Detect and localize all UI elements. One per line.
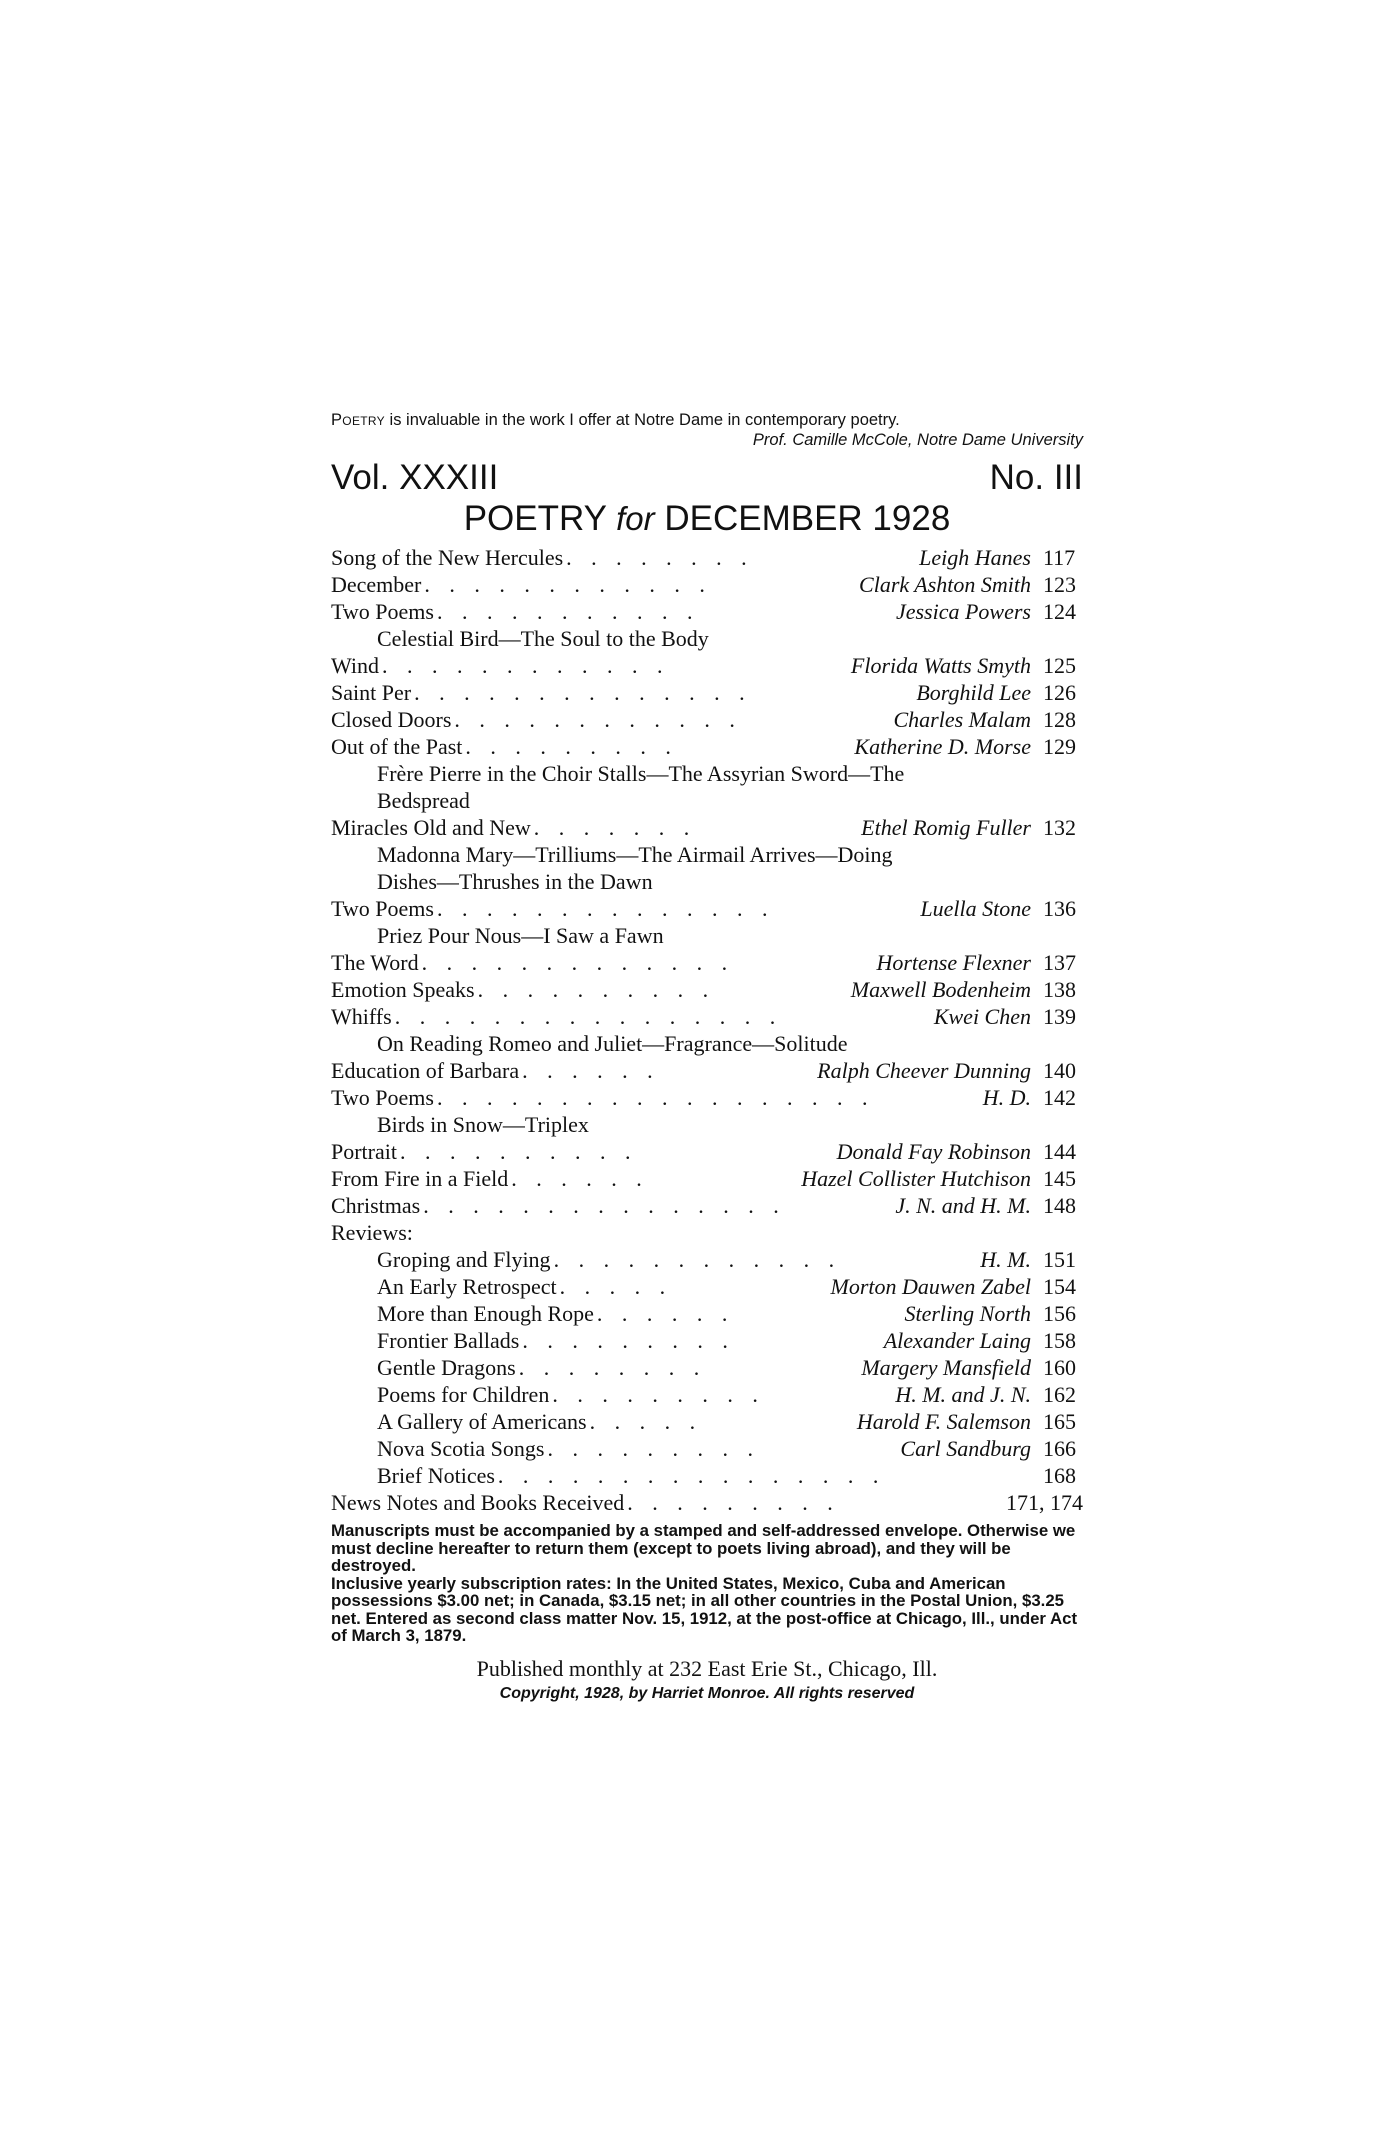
toc-entry-title: From Fire in a Field [331,1166,509,1191]
toc-entry-author: Alexander Laing [883,1328,1031,1353]
toc-entry-author: Maxwell Bodenheim [850,977,1031,1002]
toc-entry-title: More than Enough Rope [377,1301,594,1326]
toc-entry-author: Morton Dauwen Zabel [830,1274,1031,1299]
toc-entry-page: 123 [1043,572,1076,597]
magazine-name: Poetry [331,411,385,429]
toc-entry-author: Clark Ashton Smith [859,572,1031,597]
toc-subtitles: Frère Pierre in the Choir Stalls—The Assyrian Sword—The [377,761,905,786]
toc-entry-title: Two Poems [331,896,434,921]
toc-subtitles: Priez Pour Nous—I Saw a Fawn [377,923,664,948]
magazine-contents-page [331,410,1083,1705]
toc-entry-page: 140 [1043,1058,1076,1083]
toc-entry [331,1489,1083,1516]
toc-entry [331,652,1083,679]
toc-subtitles: Madonna Mary—Trilliums—The Airmail Arrives—Doing [377,842,893,867]
toc-entry [331,733,1083,760]
toc-entry-title: Groping and Flying [377,1247,551,1272]
editorial-notes [331,1522,1083,1645]
toc-leader-dots: . . . . . . . . . . [400,1139,638,1164]
toc-entry-title: Closed Doors [331,707,452,732]
toc-entry [331,1246,1083,1273]
toc-entry [331,1354,1083,1381]
title-for: for [616,500,655,537]
toc-entry-author: Hortense Flexner [876,950,1031,975]
toc-entry-title: Gentle Dragons [377,1355,516,1380]
toc-entry-page: 128 [1043,707,1076,732]
toc-entry-page: 168 [1043,1463,1076,1488]
toc-entry-author: Leigh Hanes [919,545,1031,570]
toc-entry-title: Out of the Past [331,734,463,759]
toc-leader-dots: . . . . . . . . . . . . [553,1247,842,1272]
toc-entry-author: Ethel Romig Fuller [861,815,1031,840]
toc-leader-dots: . . . . . . [596,1301,735,1326]
page-title [331,498,1083,540]
toc-entry [331,1408,1083,1435]
toc-entry-title: Two Poems [331,599,434,624]
toc-leader-dots: . . . . . . . . . . . . . . [414,680,752,705]
toc-entry-title: Reviews: [331,1220,413,1245]
toc-leader-dots: . . . . . . . . . [552,1382,765,1407]
toc-entry-title: Portrait [331,1139,397,1164]
toc-entry [331,949,1083,976]
toc-entry [331,1084,1083,1111]
toc-entry [331,1300,1083,1327]
toc-entry-page: 145 [1043,1166,1076,1191]
toc-entry-page: 165 [1043,1409,1076,1434]
toc-entry [331,1381,1083,1408]
toc-entry-author: Florida Watts Smyth [850,653,1031,678]
toc-leader-dots: . . . . . . . . . . . . . . . . [394,1004,783,1029]
issue-number: No. III [989,458,1083,497]
endorsement-credit: Prof. Camille McCole, Notre Dame University [752,431,1083,449]
toc-entry [331,1003,1083,1030]
toc-entry-author: Luella Stone [920,896,1031,921]
toc-subtitles: Dishes—Thrushes in the Dawn [377,869,653,894]
toc-entry-title: Nova Scotia Songs [377,1436,545,1461]
toc-entry [331,1219,1083,1246]
toc-entry [331,1327,1083,1354]
toc-entry-title: The Word [331,950,419,975]
toc-entry [331,679,1083,706]
toc-leader-dots: . . . . . . . . . . . . [382,653,670,678]
toc-leader-dots: . . . . . . . . . . . . [424,572,712,597]
toc-leader-dots: . . . . . [559,1274,673,1299]
toc-entry-title: A Gallery of Americans [377,1409,587,1434]
toc-entry-title: Whiffs [331,1004,392,1029]
toc-leader-dots: . . . . . . . [533,815,697,840]
toc-entry-author: Jessica Powers [895,599,1031,624]
toc-entry-author: H. M. [980,1247,1031,1272]
toc-entry-title: December [331,572,422,597]
toc-leader-dots: . . . . . . . . . . . . . . . . [497,1463,886,1488]
toc-entry-title: Emotion Speaks [331,977,475,1002]
toc-entry-author: Borghild Lee [916,680,1031,705]
toc-entry-page: 144 [1043,1139,1076,1164]
toc-leader-dots: . . . . . . . . . . . . . . . . . . [436,1085,875,1110]
toc-entry [331,571,1083,598]
toc-entry-page: 138 [1043,977,1076,1002]
toc-subtitles: Bedspread [377,788,470,813]
toc-leader-dots: . . . . . . . . . [522,1328,735,1353]
toc-entry-title: Miracles Old and New [331,815,531,840]
toc-entry-title: Song of the New Hercules [331,545,564,570]
toc-entry-author: Hazel Collister Hutchison [801,1166,1031,1191]
toc-subtitles: Celestial Bird—The Soul to the Body [377,626,709,651]
manuscripts-note: Manuscripts must be accompanied by a stamped and self-addressed envelope. Otherwise we must decline hereafter to return them (except to poets living abroad), and they will be destroyed. [331,1521,1076,1575]
toc-leader-dots: . . . . . . . . . . . . . [421,950,735,975]
toc-entry-page: 129 [1043,734,1076,759]
toc-entry-author: Katherine D. Morse [854,734,1031,759]
toc-leader-dots: . . . . . [589,1409,703,1434]
toc-entry-author: Donald Fay Robinson [836,1139,1031,1164]
toc-entry-page: 126 [1043,680,1076,705]
toc-subtitles: On Reading Romeo and Juliet—Fragrance—Solitude [377,1031,848,1056]
toc-leader-dots: . . . . . . . . . [547,1436,760,1461]
toc-entry-author: Carl Sandburg [900,1436,1031,1461]
toc-subtitles: Birds in Snow—Triplex [377,1112,589,1137]
toc-entry-title: Brief Notices [377,1463,495,1488]
table-of-contents [331,544,1083,1516]
toc-entry [331,1435,1083,1462]
toc-entry-title: Wind [331,653,379,678]
toc-leader-dots: . . . . . . . . . . . . . . [436,896,775,921]
toc-entry [331,706,1083,733]
toc-entry [331,814,1083,841]
toc-entry-title: Christmas [331,1193,421,1218]
toc-entry-page: 117 [1043,545,1076,570]
toc-leader-dots: . . . . . . . . . . [477,977,716,1002]
toc-entry-page: 132 [1043,815,1076,840]
toc-entry-page: 142 [1043,1085,1076,1110]
toc-entry [331,1273,1083,1300]
toc-entry-page: 154 [1043,1274,1076,1299]
toc-entry-author: J. N. and H. M. [895,1193,1031,1218]
toc-entry-page: 125 [1043,653,1076,678]
volume-line [331,458,1083,498]
title-month: DECEMBER 1928 [664,499,951,538]
toc-entry-page: 151 [1043,1247,1076,1272]
toc-entry-title: Two Poems [331,1085,434,1110]
toc-entry-title: News Notes and Books Received [331,1490,625,1515]
publication-address: Published monthly at 232 East Erie St., Chicago, Ill. [476,1655,938,1681]
endorsement-blurb [331,410,1083,430]
toc-entry [331,1462,1083,1489]
volume-number: Vol. XXXIII [331,458,499,497]
toc-entry-page: 166 [1043,1436,1076,1461]
toc-leader-dots: . . . . . . [511,1166,649,1191]
toc-entry-author: Kwei Chen [933,1004,1031,1029]
toc-entry-page: 158 [1043,1328,1076,1353]
toc-entry-title: Poems for Children [377,1382,550,1407]
toc-entry-author: H. M. and J. N. [895,1382,1031,1407]
toc-entry-title: An Early Retrospect [377,1274,557,1299]
toc-entry [331,976,1083,1003]
toc-entry-page: 136 [1043,896,1076,921]
toc-entry-author: Ralph Cheever Dunning [817,1058,1031,1083]
toc-leader-dots: . . . . . . . . [566,545,754,570]
toc-entry-title: Education of Barbara [331,1058,520,1083]
toc-entry [331,544,1083,571]
toc-entry [331,1138,1083,1165]
toc-entry-page: 124 [1043,599,1076,624]
subscription-note: Inclusive yearly subscription rates: In the United States, Mexico, Cuba and American possessions $3.00 net; in Canada, $3.15 net; in all other countries in the Postal Union, $3.25 net. Entered as second class matter Nov. 15, 1912, at the post-office at Chicago, Ill., under Act of March 3, 1879. [331,1573,1078,1645]
toc-leader-dots: . . . . . . [522,1058,660,1083]
toc-entry-page: 137 [1043,950,1076,975]
copyright-notice: Copyright, 1928, by Harriet Monroe. All rights reserved [499,1684,915,1702]
toc-entry-page: 139 [1043,1004,1076,1029]
toc-entry [331,1165,1083,1192]
toc-entry [331,1192,1083,1219]
toc-leader-dots: . . . . . . . . . . . [436,599,700,624]
toc-entry-page: 171, 174 [1006,1490,1083,1515]
toc-entry [331,598,1083,625]
toc-entry-author: Harold F. Salemson [856,1409,1031,1434]
toc-entry-title: Saint Per [331,680,412,705]
toc-entry-page: 160 [1043,1355,1076,1380]
toc-entry-page: 148 [1043,1193,1076,1218]
toc-leader-dots: . . . . . . . . [518,1355,707,1380]
toc-leader-dots: . . . . . . . . . [627,1490,840,1515]
endorsement-text: is invaluable in the work I offer at Notre Dame in contemporary poetry. [384,411,900,429]
toc-entry-author: Charles Malam [893,707,1031,732]
toc-entry-title: Frontier Ballads [377,1328,520,1353]
toc-entry [331,1057,1083,1084]
toc-entry-author: H. D. [982,1085,1031,1110]
toc-entry-author: Sterling North [904,1301,1031,1326]
toc-leader-dots: . . . . . . . . . . . . . . . [423,1193,786,1218]
title-magazine: POETRY [463,499,607,538]
toc-entry-page: 162 [1043,1382,1076,1407]
toc-entry-page: 156 [1043,1301,1076,1326]
toc-leader-dots: . . . . . . . . . . . . [454,707,742,732]
toc-entry [331,895,1083,922]
toc-leader-dots: . . . . . . . . . [465,734,678,759]
toc-entry-author: Margery Mansfield [861,1355,1031,1380]
